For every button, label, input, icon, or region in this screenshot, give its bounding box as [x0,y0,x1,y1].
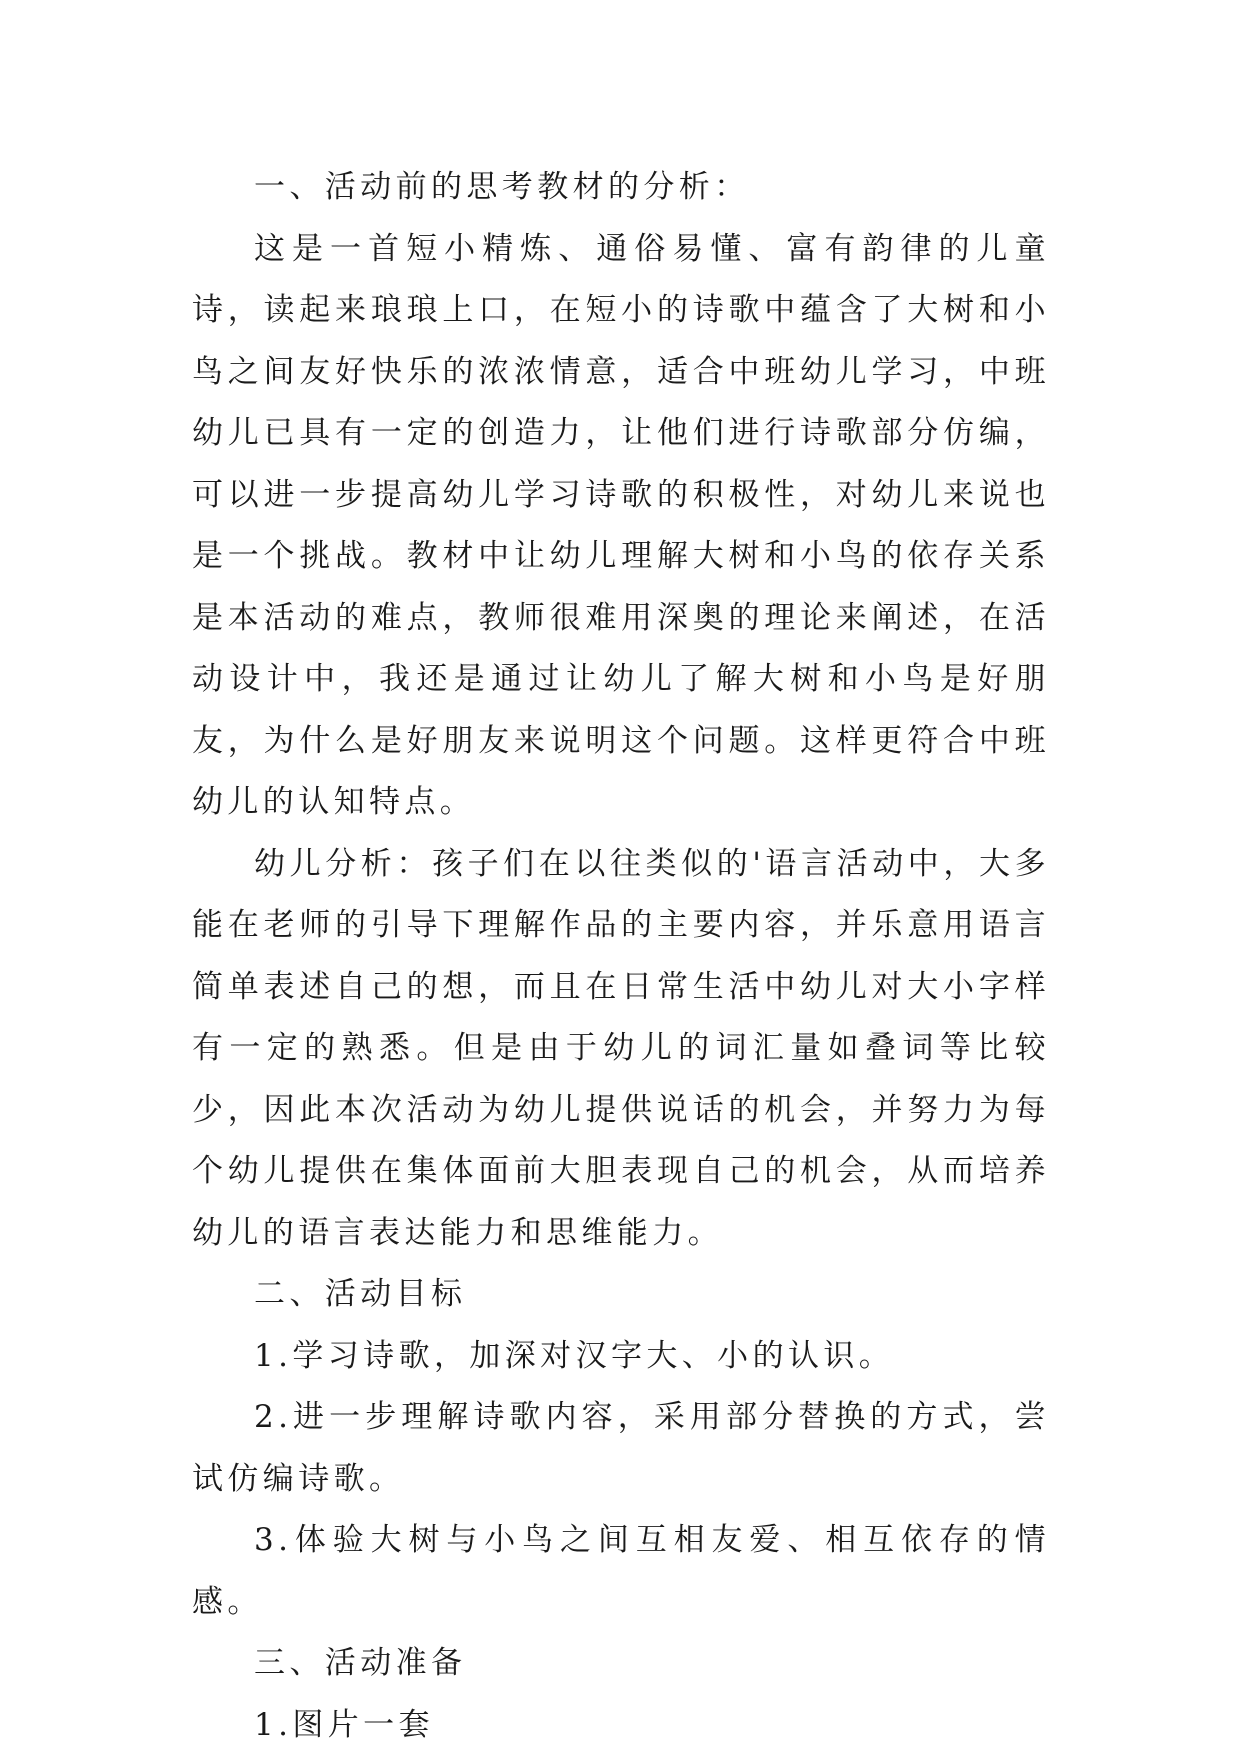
paragraph-child-analysis: 幼儿分析：孩子们在以往类似的'语言活动中，大多能在老师的引导下理解作品的主要内容，并乐意用语言简单表述自己的想，而且在日常生活中幼儿对大小字样有一定的熟悉。但是由于幼儿的词汇量如叠词等比较少，因此本次活动为幼儿提供说话的机会，并努力为每个幼儿提供在集体面前大胆表现自己的机会，从而培养幼儿的语言表达能力和思维能力。 [192,834,1050,1265]
goal-item-2: 2.进一步理解诗歌内容，采用部分替换的方式，尝试仿编诗歌。 [192,1387,1050,1510]
document-body [192,157,1050,1756]
goal-item-3: 3.体验大树与小鸟之间互相友爱、相互依存的情感。 [192,1510,1050,1633]
goal-item-1: 1.学习诗歌，加深对汉字大、小的认识。 [192,1326,1050,1388]
section-heading-goals: 二、活动目标 [192,1264,1050,1326]
preparation-item-1: 1.图片一套 [192,1695,1050,1756]
paragraph-material-analysis: 这是一首短小精炼、通俗易懂、富有韵律的儿童诗，读起来琅琅上口，在短小的诗歌中蕴含了大树和小鸟之间友好快乐的浓浓情意，适合中班幼儿学习，中班幼儿已具有一定的创造力，让他们进行诗歌部分仿编，可以进一步提高幼儿学习诗歌的积极性，对幼儿来说也是一个挑战。教材中让幼儿理解大树和小鸟的依存关系是本活动的难点，教师很难用深奥的理论来阐述，在活动设计中，我还是通过让幼儿了解大树和小鸟是好朋友，为什么是好朋友来说明这个问题。这样更符合中班幼儿的认知特点。 [192,219,1050,834]
section-heading-preparation: 三、活动准备 [192,1633,1050,1695]
section-heading-analysis: 一、活动前的思考教材的分析： [192,157,1050,219]
